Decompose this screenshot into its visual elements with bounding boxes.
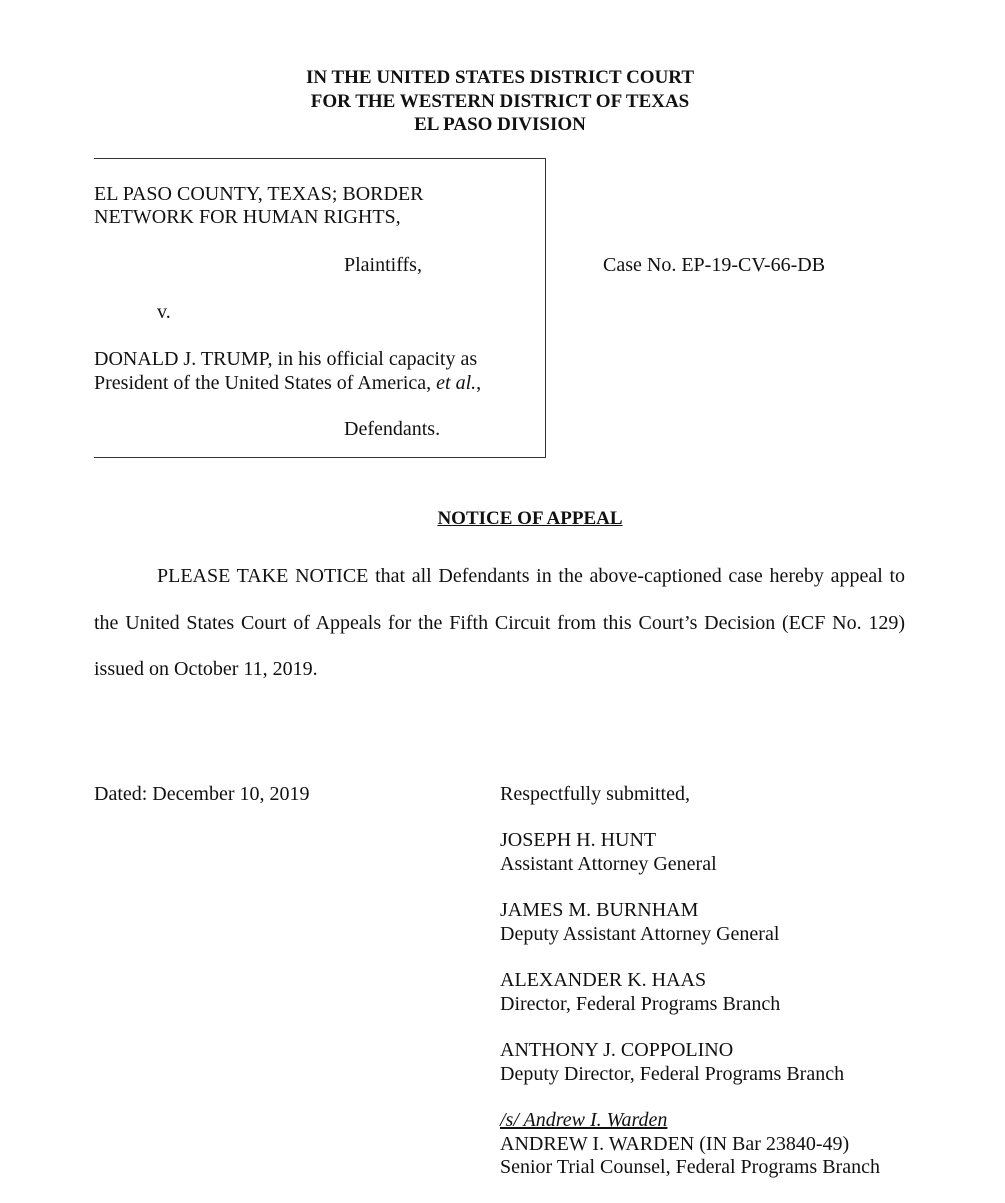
defendants-label: Defendants.	[344, 418, 441, 440]
signer-name: JOSEPH H. HUNT	[500, 829, 657, 851]
plaintiffs-line-2: NETWORK FOR HUMAN RIGHTS,	[94, 206, 401, 228]
signer-title: Assistant Attorney General	[500, 852, 717, 875]
signer-name: ALEXANDER K. HAAS	[500, 969, 707, 991]
plaintiffs-label: Plaintiffs,	[344, 254, 422, 276]
court-header	[0, 66, 1000, 137]
defendant-line-2-comma: ,	[476, 372, 482, 394]
document-title: NOTICE OF APPEAL	[437, 508, 623, 529]
final-signer-block	[500, 1109, 980, 1180]
signer-block	[500, 1039, 980, 1086]
versus-label: v.	[157, 301, 171, 323]
defendant-line-2	[94, 371, 481, 395]
court-division: EL PASO DIVISION	[414, 114, 586, 135]
plaintiffs-names	[94, 183, 424, 229]
signer-block	[500, 899, 980, 946]
case-number: Case No. EP-19-CV-66-DB	[603, 254, 826, 276]
court-name: IN THE UNITED STATES DISTRICT COURT	[305, 67, 695, 88]
court-district: FOR THE WESTERN DISTRICT OF TEXAS	[310, 90, 690, 112]
signer-block	[500, 969, 980, 1016]
defendant-line-1: DONALD J. TRUMP, in his official capacity as	[94, 348, 478, 370]
signer-title: Deputy Director, Federal Programs Branch	[500, 1062, 845, 1085]
signer-name: ANTHONY J. COPPOLINO	[500, 1039, 734, 1061]
final-signer-title: Senior Trial Counsel, Federal Programs Branch	[500, 1156, 880, 1178]
defendant-line-2-text: President of the United States of America,	[94, 372, 437, 394]
signer-title: Director, Federal Programs Branch	[500, 992, 781, 1015]
defendant-names	[94, 347, 481, 395]
plaintiffs-line-1: EL PASO COUNTY, TEXAS; BORDER	[94, 183, 424, 205]
signer-title: Deputy Assistant Attorney General	[500, 922, 780, 945]
signer-name: JAMES M. BURNHAM	[500, 899, 699, 921]
notice-paragraph: PLEASE TAKE NOTICE that all Defendants in the above-captioned case hereby appeal to the United States Court of Appeals for the Fifth Circuit from this Court’s Decision (ECF No. 129) issued on October 11, 2019.	[94, 565, 905, 680]
electronic-signature: /s/ Andrew I. Warden	[500, 1109, 668, 1131]
dated-line: Dated: December 10, 2019	[94, 783, 310, 805]
signer-block	[500, 829, 980, 876]
final-signer-name: ANDREW I. WARDEN (IN Bar 23840-49)	[500, 1132, 850, 1155]
et-al-text: et al.	[436, 372, 477, 394]
closing-line: Respectfully submitted,	[500, 783, 690, 805]
signature-block	[500, 783, 980, 1203]
